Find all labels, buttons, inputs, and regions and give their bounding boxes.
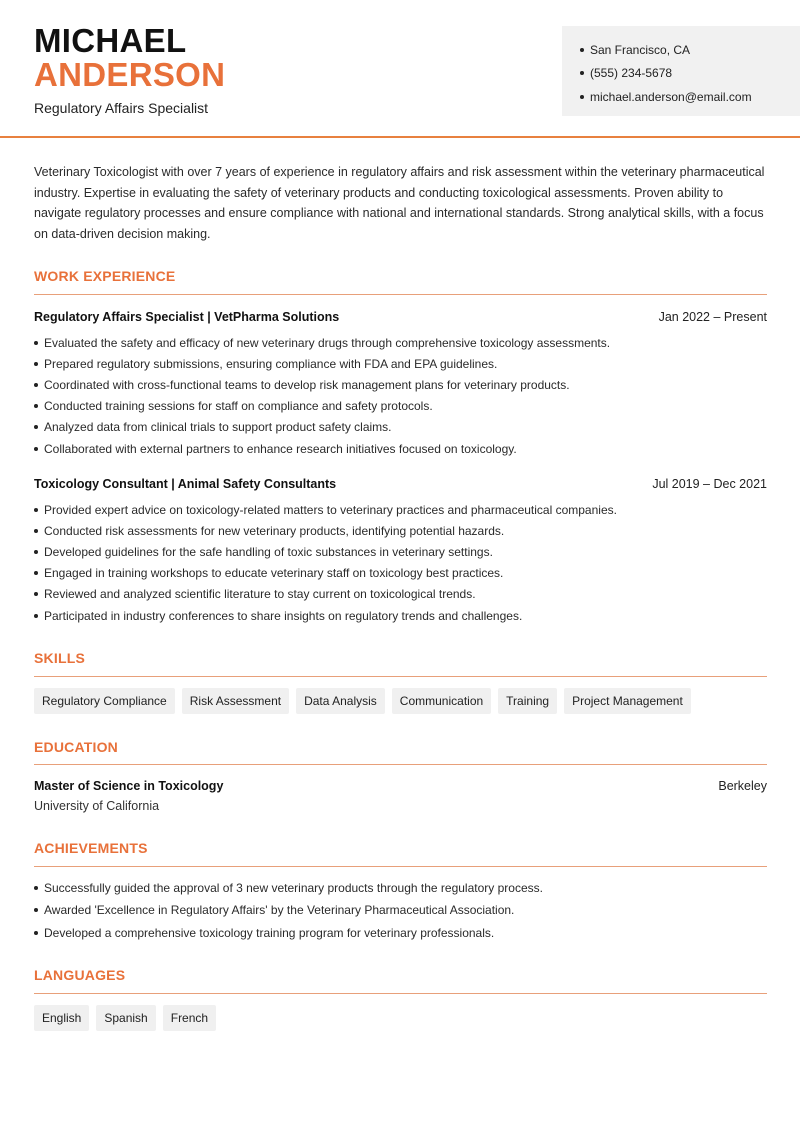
list-item xyxy=(34,563,767,584)
section-divider xyxy=(34,993,767,994)
phone-text: (555) 234-5678 xyxy=(590,66,673,81)
bullet-text: Prepared regulatory submissions, ensuring compliance with FDA and EPA guidelines. xyxy=(44,356,498,371)
bullet-icon xyxy=(34,550,38,554)
skill-tag: Project Management xyxy=(564,688,691,714)
section-title-achievements: ACHIEVEMENTS xyxy=(34,840,148,856)
section-divider xyxy=(34,866,767,867)
bullet-icon xyxy=(34,614,38,618)
professional-summary: Veterinary Toxicologist with over 7 years of experience in regulatory affairs and risk assessment within the veterinary pharmaceutical industry. Expertise in evaluating the safety of veterinary products and conducting toxicological assessments. Proven ability to navigate regulatory processes and ensure compliance with national and international standards. Strong analytical skills, with a focus on data-driven decision making. xyxy=(34,165,765,241)
contact-location xyxy=(580,38,800,62)
bullet-icon xyxy=(34,362,38,366)
bullet-text: Collaborated with external partners to enhance research initiatives focused on toxicology. xyxy=(44,441,517,456)
list-item xyxy=(34,499,767,520)
job-dates: Jan 2022 – Present xyxy=(658,310,767,324)
bullet-icon xyxy=(34,886,38,890)
language-tag: French xyxy=(163,1005,216,1031)
bullet-text: Conducted risk assessments for new veterinary products, identifying potential hazards. xyxy=(44,523,505,538)
list-item xyxy=(34,396,767,417)
contact-phone xyxy=(580,62,800,86)
section-title-languages: LANGUAGES xyxy=(34,967,126,983)
skill-tag: Training xyxy=(498,688,557,714)
edu-school: University of California xyxy=(34,799,160,813)
bullet-icon xyxy=(34,425,38,429)
location-text: San Francisco, CA xyxy=(590,42,691,57)
list-item xyxy=(34,520,767,541)
bullet-text: Developed a comprehensive toxicology training program for veterinary professionals. xyxy=(44,925,495,940)
job-header xyxy=(34,310,767,324)
bullet-text: Engaged in training workshops to educate veterinary staff on toxicology best practices. xyxy=(44,566,504,581)
bullet-text: Reviewed and analyzed scientific literature to stay current on toxicological trends. xyxy=(44,587,476,602)
languages-list xyxy=(34,1005,216,1031)
bullet-icon xyxy=(34,931,38,935)
list-item xyxy=(34,332,767,353)
skill-tag: Risk Assessment xyxy=(182,688,289,714)
skills-list xyxy=(34,688,691,714)
bullet-text: Analyzed data from clinical trials to support product safety claims. xyxy=(44,420,392,435)
bullet-icon xyxy=(34,341,38,345)
list-item xyxy=(34,584,767,605)
bullet-text: Participated in industry conferences to share insights on regulatory trends and challenges. xyxy=(44,608,523,623)
bullet-icon xyxy=(580,95,584,99)
section-divider xyxy=(34,676,767,677)
contact-email[interactable] xyxy=(580,85,800,109)
language-tag: English xyxy=(34,1005,89,1031)
bullet-icon xyxy=(580,48,584,52)
bullet-icon xyxy=(34,592,38,596)
bullet-text: Awarded 'Excellence in Regulatory Affairs' by the Veterinary Pharmaceutical Association. xyxy=(44,903,515,918)
list-item xyxy=(34,877,767,899)
bullet-icon xyxy=(580,71,584,75)
bullet-text: Successfully guided the approval of 3 new veterinary products through the regulatory process. xyxy=(44,881,543,896)
bullet-text: Coordinated with cross-functional teams to develop risk management plans for veterinary products. xyxy=(44,377,570,392)
bullet-icon xyxy=(34,908,38,912)
section-divider xyxy=(34,764,767,765)
job-header xyxy=(34,477,767,491)
bullet-text: Provided expert advice on toxicology-related matters to veterinary practices and pharmaceutical companies. xyxy=(44,502,617,517)
last-name: ANDERSON xyxy=(34,56,226,93)
email-link[interactable]: michael.anderson@email.com xyxy=(590,89,752,104)
resume-header xyxy=(0,0,800,138)
bullet-icon xyxy=(34,447,38,451)
list-item xyxy=(34,922,767,944)
skill-tag: Communication xyxy=(392,688,491,714)
list-item xyxy=(34,899,767,921)
section-title-education: EDUCATION xyxy=(34,739,118,755)
bullet-text: Conducted training sessions for staff on compliance and safety protocols. xyxy=(44,399,433,414)
first-name: MICHAEL xyxy=(34,22,187,59)
job-dates: Jul 2019 – Dec 2021 xyxy=(652,477,767,491)
achievements-list xyxy=(34,877,767,944)
list-item xyxy=(34,541,767,562)
list-item xyxy=(34,417,767,438)
skill-tag: Regulatory Compliance xyxy=(34,688,175,714)
bullet-icon xyxy=(34,571,38,575)
skill-tag: Data Analysis xyxy=(296,688,385,714)
job-role: Regulatory Affairs Specialist | VetPharma Solutions xyxy=(34,310,340,324)
bullet-icon xyxy=(34,529,38,533)
bullet-text: Developed guidelines for the safe handling of toxic substances in veterinary settings. xyxy=(44,544,493,559)
bullet-icon xyxy=(34,404,38,408)
job-role: Toxicology Consultant | Animal Safety Consultants xyxy=(34,477,337,491)
section-title-skills: SKILLS xyxy=(34,650,85,666)
bullet-icon xyxy=(34,383,38,387)
edu-degree: Master of Science in Toxicology xyxy=(34,779,224,793)
list-item xyxy=(34,605,767,626)
list-item xyxy=(34,374,767,395)
list-item xyxy=(34,438,767,459)
language-tag: Spanish xyxy=(96,1005,155,1031)
job-title: Regulatory Affairs Specialist xyxy=(34,100,209,116)
edu-location: Berkeley xyxy=(718,779,767,793)
bullet-icon xyxy=(34,508,38,512)
job-bullets xyxy=(34,499,767,626)
bullet-text: Evaluated the safety and efficacy of new veterinary drugs through comprehensive toxicology assessments. xyxy=(44,335,611,350)
job-bullets xyxy=(34,332,767,459)
list-item xyxy=(34,353,767,374)
contact-box xyxy=(562,26,800,116)
section-title-work: WORK EXPERIENCE xyxy=(34,268,176,284)
section-divider xyxy=(34,294,767,295)
